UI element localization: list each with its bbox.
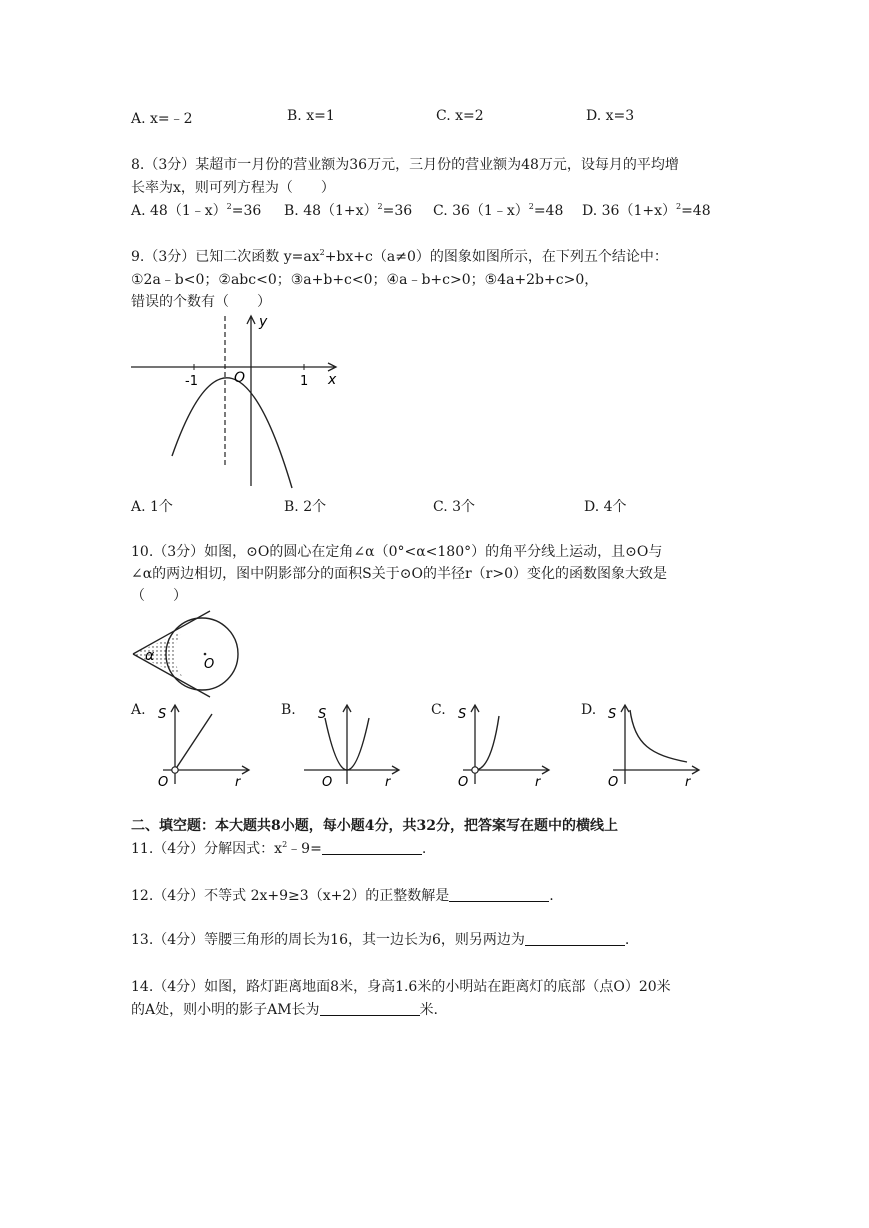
- q10-a-origin-label: O: [158, 775, 169, 790]
- q7-option-d: D. x=3: [586, 108, 635, 124]
- q10-d-origin-label: O: [608, 775, 619, 790]
- q9-stem-line1: 9.（3分）已知二次函数 $y=ax^2+bx+c(a\ne 0)$的图象如图所示，在下列五个结论中：: [131, 248, 668, 265]
- q10-stem-line2: ∠α的两边相切，图中阴影部分的面积S关于⊙O的半径r（r>0）变化的函数图象大致是: [131, 566, 668, 582]
- q10-a-open-point: [172, 767, 178, 773]
- q9-origin-label: O: [234, 370, 246, 386]
- q9-parabola-graph: [128, 310, 348, 492]
- q7-option-b: B. x=1: [287, 108, 335, 124]
- q10-a-x-label: r: [235, 775, 241, 790]
- q10-d-y-label: S: [608, 707, 617, 722]
- q14-stem-line1: 14.（4分）如图，路灯距离地面8米，身高1.6米的小明站在距离灯的底部（点O）20米: [131, 979, 671, 995]
- q13-answer-blank[interactable]: [525, 945, 625, 946]
- q11-answer-blank[interactable]: [322, 854, 422, 855]
- q10-center-label: O: [204, 657, 215, 672]
- q9-stem-line2: ①2a﹣b<0；②abc<0；③a+b+c<0；④a﹣b+c>0；⑤4a+2b+c>0，: [131, 272, 599, 288]
- q10-b-x-label: r: [385, 775, 391, 790]
- q9-parabola-curve: [172, 378, 292, 488]
- q9-tick-pos-label: 1: [300, 374, 309, 389]
- q10-d-curve: [630, 710, 687, 762]
- q14-stem-line2: 的A处，则小明的影子AM长为 米.: [131, 1002, 439, 1018]
- q8-stem-line1: 8.（3分）某超市一月份的营业额为36万元，三月份的营业额为48万元，设每月的平均增: [131, 157, 679, 173]
- q10-option-b-letter: B.: [281, 702, 296, 718]
- q10-option-a-graph: [149, 700, 259, 790]
- q8-option-a: A. 48（1﹣x）$^2$=36: [131, 202, 262, 219]
- q10-option-b-graph: [299, 700, 409, 790]
- q9-option-b: B. 2个: [284, 499, 327, 515]
- q10-option-c-graph: [449, 700, 559, 790]
- q10-angle-label: α: [145, 648, 155, 664]
- q10-d-x-label: r: [685, 775, 691, 790]
- q12-stem: 12.（4分）不等式 2x+9≥3（x+2）的正整数解是 .: [131, 888, 554, 904]
- q10-shaded-region: [133, 632, 182, 676]
- q10-circle-figure: [128, 606, 248, 702]
- q9-option-c: C. 3个: [433, 499, 476, 515]
- q9-option-a: A. 1个: [131, 499, 173, 515]
- q10-c-y-label: S: [458, 707, 467, 722]
- q14-answer-blank[interactable]: [320, 1015, 420, 1016]
- q7-option-c: C. x=2: [436, 108, 484, 124]
- q10-option-a-letter: A.: [131, 702, 146, 718]
- q9-x-label: x: [328, 372, 337, 388]
- q8-option-b: B. $48(1+x)^2=36$: [284, 202, 413, 219]
- q10-c-origin-label: O: [458, 775, 469, 790]
- q10-a-y-label: S: [158, 707, 167, 722]
- q12-answer-blank[interactable]: [449, 901, 549, 902]
- q8-option-c: C. 36（1﹣x）$^2$=48: [433, 202, 564, 219]
- q9-option-d: D. 4个: [584, 499, 627, 515]
- q8-option-d: D. $36(1+x)^2=48$: [582, 202, 711, 219]
- q10-a-curve: [175, 714, 212, 770]
- q13-stem: 13.（4分）等腰三角形的周长为16，其一边长为6，则另两边为 .: [131, 932, 630, 948]
- q10-option-c-letter: C.: [431, 702, 446, 718]
- q10-option-d-letter: D.: [581, 702, 597, 718]
- q9-stem-line3: 错误的个数有（ ）: [131, 294, 271, 310]
- q11-stem: 11.（4分）分解因式：$x^2﹣9=$ .: [131, 840, 427, 857]
- q10-b-y-label: S: [318, 707, 327, 722]
- section-2-heading: 二、填空题：本大题共8小题，每小题4分，共32分，把答案写在题中的横线上: [131, 818, 618, 834]
- q9-y-label: y: [259, 314, 268, 330]
- q10-center-dot: [204, 653, 207, 656]
- q10-stem-line3: （ ）: [131, 588, 187, 604]
- q10-c-x-label: r: [535, 775, 541, 790]
- q10-circle: [166, 618, 238, 690]
- q9-tick-neg-label: -1: [185, 374, 198, 389]
- q8-stem-line2: 长率为x，则可列方程为（ ）: [131, 180, 335, 196]
- q7-option-a: A. x=﹣2: [131, 111, 193, 127]
- q10-b-origin-label: O: [322, 775, 333, 790]
- q10-option-d-graph: [599, 700, 709, 790]
- q10-c-open-point: [472, 767, 478, 773]
- q10-c-curve: [475, 716, 499, 770]
- q10-stem-line1: 10.（3分）如图，⊙O的圆心在定角∠α（0°<α<180°）的角平分线上运动，且⊙O与: [131, 544, 663, 560]
